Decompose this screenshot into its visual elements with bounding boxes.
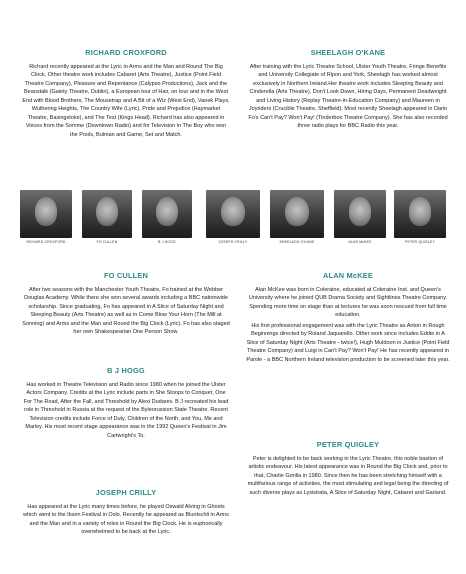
bio-cullen xyxy=(22,271,230,337)
actor-name: ALAN McKEE xyxy=(322,271,374,280)
actor-name: SHEELAGH O'KANE xyxy=(310,48,386,57)
portrait-photo-icon xyxy=(334,190,386,238)
bio-crilly xyxy=(22,488,230,537)
bio-okane xyxy=(246,48,450,131)
cast-photo-strip xyxy=(20,190,446,246)
actor-name: PETER QUIGLEY xyxy=(316,440,380,449)
photo-caption: ALAN McKEE xyxy=(348,240,372,244)
photo-mckee xyxy=(334,190,386,244)
bio-text: His first professional engagement was with the Lyric Theatre as Anton in Rough Beginnings directed by Roland Jaquarello. Other work since includes Eddie in A Slice of Saturday Night (Arts Theatre - twice!), Hugh Muldoon in Justice (Point Field Theatre Company) and Luigi in Can't Pay? Won't Pay! He has recently appeared in Parole - a BBC Northern Ireland television production to be screened later this year. xyxy=(246,322,450,363)
bio-text: Peter is delighted to be back working in the Lyric Theatre, this noble bastion of artistic endeavour. His latest appearance was in Round the Big Clock and, prior to that, Charlie Gorilla in 1980. Since then he has been stretching himself with a multifarious range of activities, the most stimulating and legal being the directing of such diverse plays as Lysistrata, A Slice of Saturday Night, Cabaret and Garland. xyxy=(247,456,449,496)
actor-name: RICHARD CROXFORD xyxy=(85,48,167,57)
photo-okane xyxy=(270,190,324,244)
actor-name: B J HOGG xyxy=(107,366,145,375)
portrait-photo-icon xyxy=(270,190,324,238)
bio-text: Richard recently appeared at the Lyric in Arms and the Man and Round The Big Clock. Other theatre work includes Cabaret (Arts Theatre), Justice (Point Field Theatre Company), Pleasure and Repentance (Calypso Productions), Jack and the Beanstalk (Gaiety Theatre, Dublin), a European tour of Hair, on tour and in the West End with Blood Brothers, The Mousetrap and A Bit of a Wiz (West End), Vanek Plays, Wuthering Heights, The Country Wife (Lyric), Pride and Prejudice (Haymarket Theatre, Basingstoke), and The Test (Kings Head). Richard has also appeared in Voices from the Somme (Downtown Radio) and for Television in The Boy who won the Pools, Bulman and Game, Set and Match. xyxy=(22,64,230,138)
bio-text: After training with the Lyric Theatre School, Ulster Youth Theatre, Fringe Benefits and University Collegiate of Ripon and York, Sheelagh has worked almost exclusively in Northern Ireland.Her theatre work includes Sleeping Beauty and Cinderella (Arts Theatre), Don't Look Down, Hiring Days, Permanent Deadweight and Living History (Replay Theatre-in-Education Company) and Maureen in Joyriders (Crucible Theatre, Sheffield). Most recently Sheelagh appeared in Dario Fo's Can't Pay? Won't Pay! (Tinderbox Theatre Company). She has also recorded three radio plays for BBC Radio this year. xyxy=(248,64,448,130)
photo-caption: PETER QUIGLEY xyxy=(405,240,435,244)
bio-text: Alan McKee was born in Coleraine, educated at Coleraine Inst. and Queen's University where he joined QUB Drama Society and Sightlines Theatre Company. Spending more time on stage than at lectures he was soon rescued from full time education. xyxy=(248,287,448,319)
actor-name: FO CULLEN xyxy=(103,271,149,280)
photo-quigley xyxy=(394,190,446,244)
bio-quigley xyxy=(246,440,450,497)
portrait-photo-icon xyxy=(20,190,72,238)
photo-caption: FO CULLEN xyxy=(96,240,118,244)
portrait-photo-icon xyxy=(82,190,132,238)
bio-croxford xyxy=(22,48,230,139)
photo-cullen xyxy=(82,190,132,244)
photo-caption: JOSEPH CRILLY xyxy=(218,240,248,244)
photo-croxford xyxy=(20,190,72,244)
bio-text: After two seasons with the Manchester Youth Theatre, Fo trained at the Webber Douglas Academy. While there she won several awards including a BBC nationwide scholarship. Since graduating, Fo has appeared in A Slice of Saturday Night and Sleeping Beauty (Arts Theatre) as well as in Come Blow Your Horn (The Mill at Sonning) and Arms and the Man and Round the Big Clock (Lyric). Fo has also staged her own Shakespearian One Person Show. xyxy=(22,287,230,336)
photo-caption: RICHARD CROXFORD xyxy=(26,240,66,244)
photo-hogg xyxy=(142,190,192,244)
photo-crilly xyxy=(206,190,260,244)
photo-caption: SHEELAGH O'KANE xyxy=(279,240,315,244)
bio-mckee xyxy=(246,271,450,364)
bio-text: Has worked in Theatre Television and Radio since 1980 when he joined the Ulster Actors Company. Credits at the Lyric include parts in She Stoops to Conquer, One For The Road, After the Fall, and Threshold by Alexi Dudarev. B J recreated his lead role in Threshold in Russia at the request of the Byleorussion State Theatre. Recent Television credits include Force of Duty, Children of the North, and You, Me and Marley. His most recent stage appearance was in the 1992 Queen's Festival in Jim Cartwright's To. xyxy=(23,382,229,439)
photo-caption: B J HOGG xyxy=(158,240,176,244)
portrait-photo-icon xyxy=(206,190,260,238)
bio-hogg xyxy=(22,366,230,440)
actor-name: JOSEPH CRILLY xyxy=(95,488,157,497)
portrait-photo-icon xyxy=(142,190,192,238)
bio-text: Has appeared at the Lyric many times before, he played Oswald Alving in Ghosts which went to the Ibsen Festival in Oslo. Recently he appeared as Bluntschli in Arms and the Man and in a variety of roles in Round the Big Clock. He is euphorically overwhelmed to be back at the Lyric. xyxy=(23,504,229,536)
portrait-photo-icon xyxy=(394,190,446,238)
